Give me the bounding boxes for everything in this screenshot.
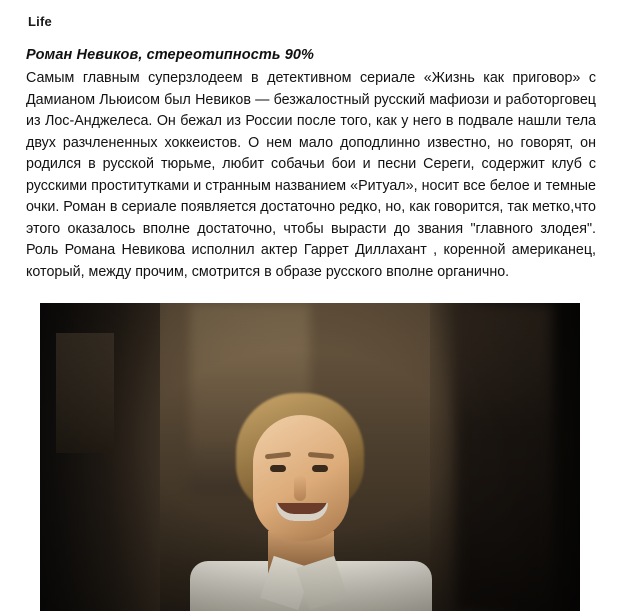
photo-vignette (40, 303, 580, 611)
article-heading: Роман Невиков, стереотипность 90% (26, 47, 315, 63)
article-body-text: Самым главным суперзлодеем в детективном сериале «Жизнь как приговор» с Дамианом Льюисом был Невиков — безжалостный русский мафиози и работорговец из Лос-Анджелеса. Он бежал из России после того, как у него в подвале нашли тела двух разчлененных хоккеистов. О нем мало доподлинно известно, но говорят, он родился в русской тюрьме, любит собачьи бои и песни Сереги, содержит клуб с русскими проститутками и странным названием «Ритуал», носит все белое и темные очки. Роман в сериале появляется достаточно редко, но, как говорится, так метко,что этого оказалось вполне достаточно, чтобы вырасти до звания "главного злодея". Роль Романа Невикова исполнил актер Гаррет Диллахант , коренной американец, который, между прочим, смотрится в образе русского вполне органично. (26, 70, 596, 280)
article-photo-wrapper (26, 303, 598, 611)
article-photo (40, 303, 580, 611)
site-title: Life (28, 14, 52, 29)
